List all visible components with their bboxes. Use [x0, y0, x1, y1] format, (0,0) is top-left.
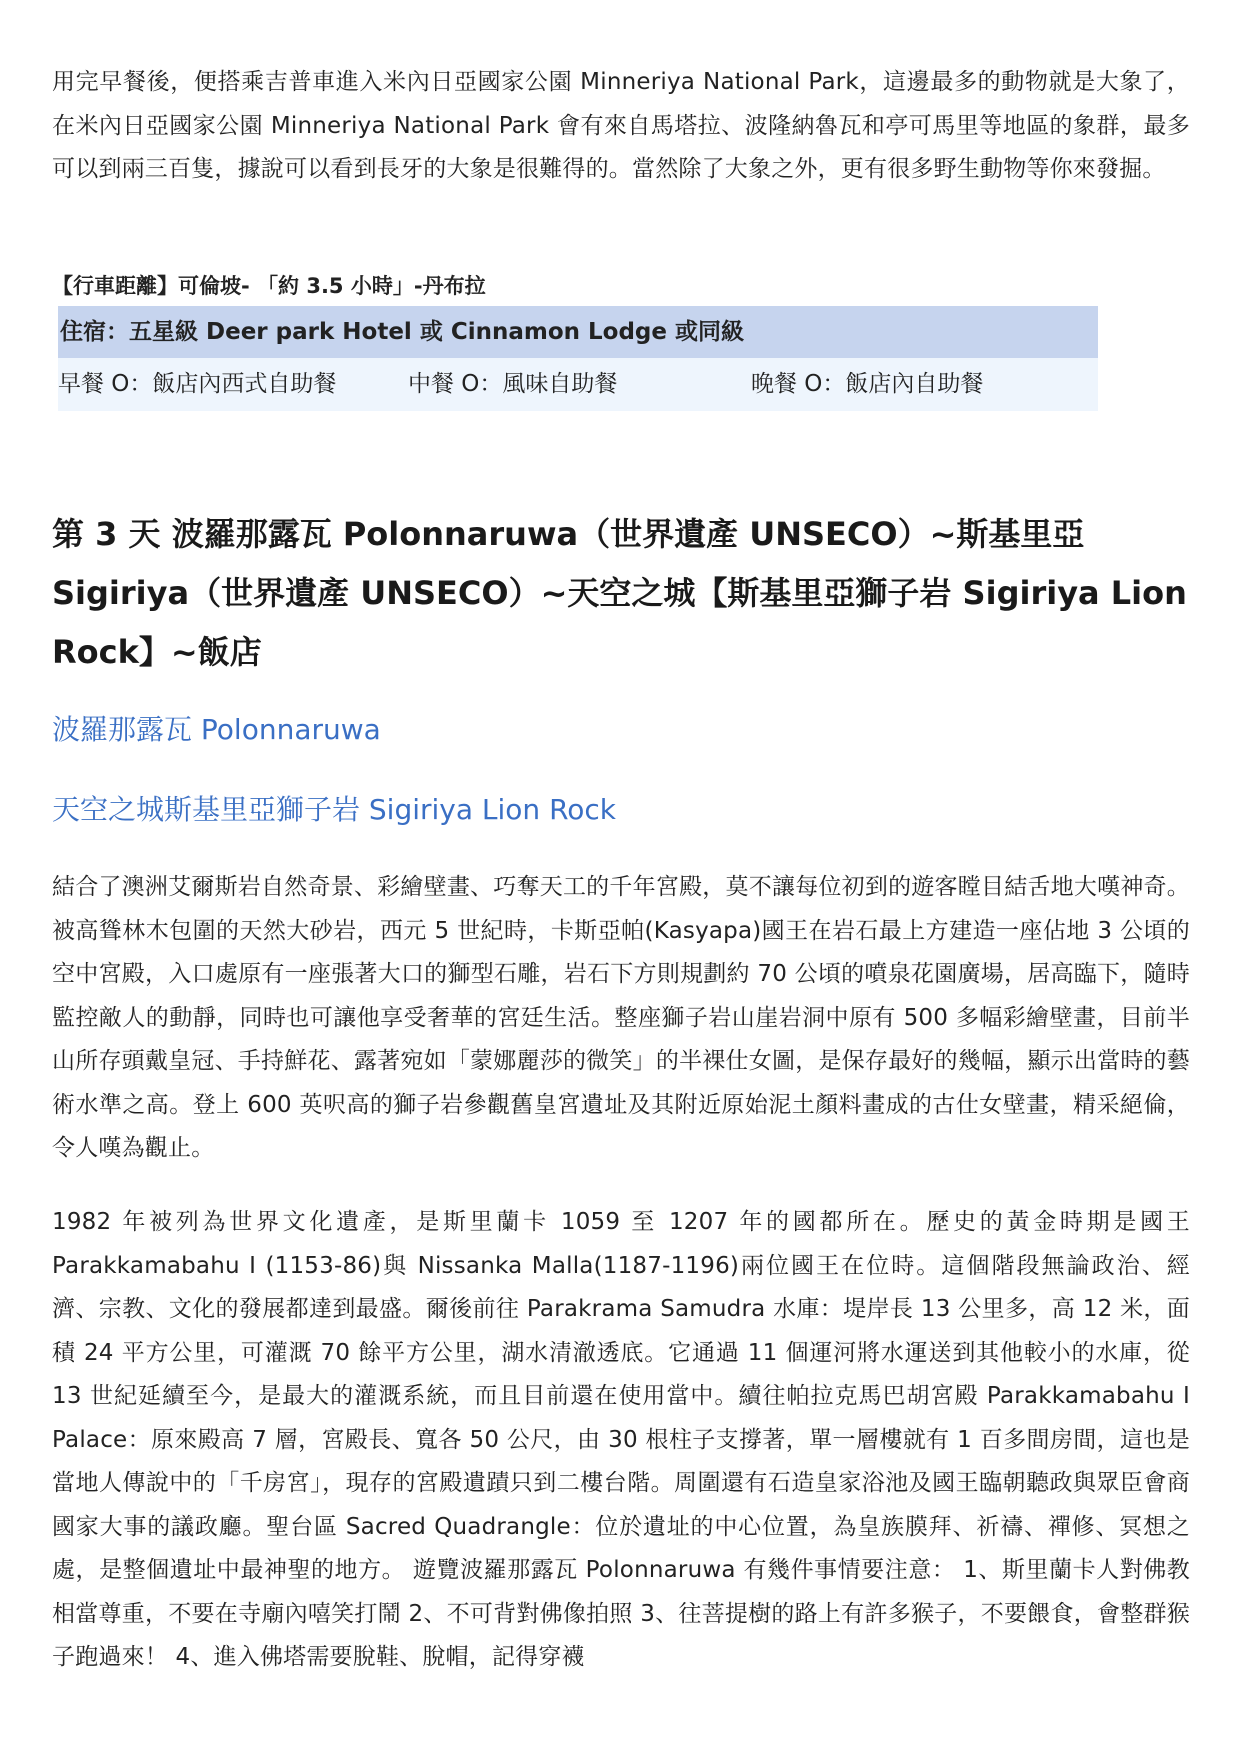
sigiriya-paragraph: 結合了澳洲艾爾斯岩自然奇景、彩繪壁畫、巧奪天工的千年宮殿，莫不讓每位初到的遊客瞠目結舌地大嘆神奇。被高聳林木包圍的天然大砂岩，西元 5 世紀時，卡斯亞帕(Kasyapa)國王在岩石最上方建造一座佔地 3 公頃的空中宮殿，入口處原有一座張著大口的獅型石雕，岩石下方則規劃約 70 公頃的噴泉花園廣場，居高臨下，隨時監控敵人的動靜，同時也可讓他享受奢華的宮廷生活。整座獅子岩山崖岩洞中原有 500 多幅彩繪壁畫，目前半山所存頭戴皇冠、手持鮮花、露著宛如「蒙娜麗莎的微笑」的半裸仕女圖，是保存最好的幾幅，顯示出當時的藝術水準之高。登上 600 英呎高的獅子岩參觀舊皇宮遺址及其附近原始泥土顏料畫成的古仕女壁畫，精采絕倫，令人嘆為觀止。	[52, 874, 1190, 1161]
lodging-row: 住宿：五星級 Deer park Hotel 或 Cinnamon Lodge 或同級	[58, 306, 1098, 358]
meals-row	[58, 358, 1098, 411]
breakfast-cell: 早餐 O：飯店內西式自助餐	[58, 371, 337, 397]
day-title: 第 3 天 波羅那露瓦 Polonnaruwa（世界遺產 UNSECO）~斯基里亞 Sigiriya（世界遺產 UNSECO）~天空之城【斯基里亞獅子岩 Sigiriya Lion Rock】~飯店	[52, 515, 1187, 671]
lunch-cell: 中餐 O：風味自助餐	[408, 371, 618, 397]
travel-distance: 【行車距離】可倫坡- 「約 3.5 小時」-丹布拉	[52, 274, 486, 298]
section-heading-polonnaruwa: 波羅那露瓦 Polonnaruwa	[52, 713, 381, 746]
dinner-cell: 晚餐 O：飯店內自助餐	[751, 371, 984, 397]
intro-paragraph: 用完早餐後，便搭乘吉普車進入米內日亞國家公園 Minneriya National Park，這邊最多的動物就是大象了，在米內日亞國家公園 Minneriya National Park 會有來自馬塔拉、波隆納魯瓦和亭可馬里等地區的象群，最多可以到兩三百隻，據說可以看到長牙的大象是很難得的。當然除了大象之外，更有很多野生動物等你來發掘。	[52, 69, 1190, 182]
polonnaruwa-paragraph: 1982 年被列為世界文化遺產，是斯里蘭卡 1059 至 1207 年的國都所在。歷史的黃金時期是國王 Parakkamabahu I (1153-86)與 Nissanka Malla(1187-1196)兩位國王在位時。這個階段無論政治、經濟、宗教、文化的發展都達到最盛。爾後前往 Parakrama Samudra 水庫：堤岸長 13 公里多，高 12 米，面積 24 平方公里，可灌溉 70 餘平方公里，湖水清澈透底。它通過 11 個運河將水運送到其他較小的水庫，從 13 世紀延續至今，是最大的灌溉系統，而且目前還在使用當中。續往帕拉克馬巴胡宮殿 Parakkamabahu I Palace：原來殿高 7 層，宮殿長、寬各 50 公尺，由 30 根柱子支撐著，單一層樓就有 1 百多間房間，這也是當地人傳說中的「千房宮」，現存的宮殿遺蹟只到二樓台階。周圍還有石造皇家浴池及國王臨朝聽政與眾臣會商國家大事的議政廳。聖台區 Sacred Quadrangle：位於遺址的中心位置，為皇族膜拜、祈禱、禪修、冥想之處，是整個遺址中最神聖的地方。 遊覽波羅那露瓦 Polonnaruwa 有幾件事情要注意： 1、斯里蘭卡人對佛教相當尊重，不要在寺廟內嘻笑打鬧 2、不可背對佛像拍照 3、往菩提樹的路上有許多猴子，不要餵食，會整群猴子跑過來！ 4、進入佛塔需要脫鞋、脫帽，記得穿襪	[52, 1209, 1190, 1670]
itinerary-info-table	[58, 306, 1098, 411]
section-heading-sigiriya: 天空之城斯基里亞獅子岩 Sigiriya Lion Rock	[52, 793, 617, 826]
